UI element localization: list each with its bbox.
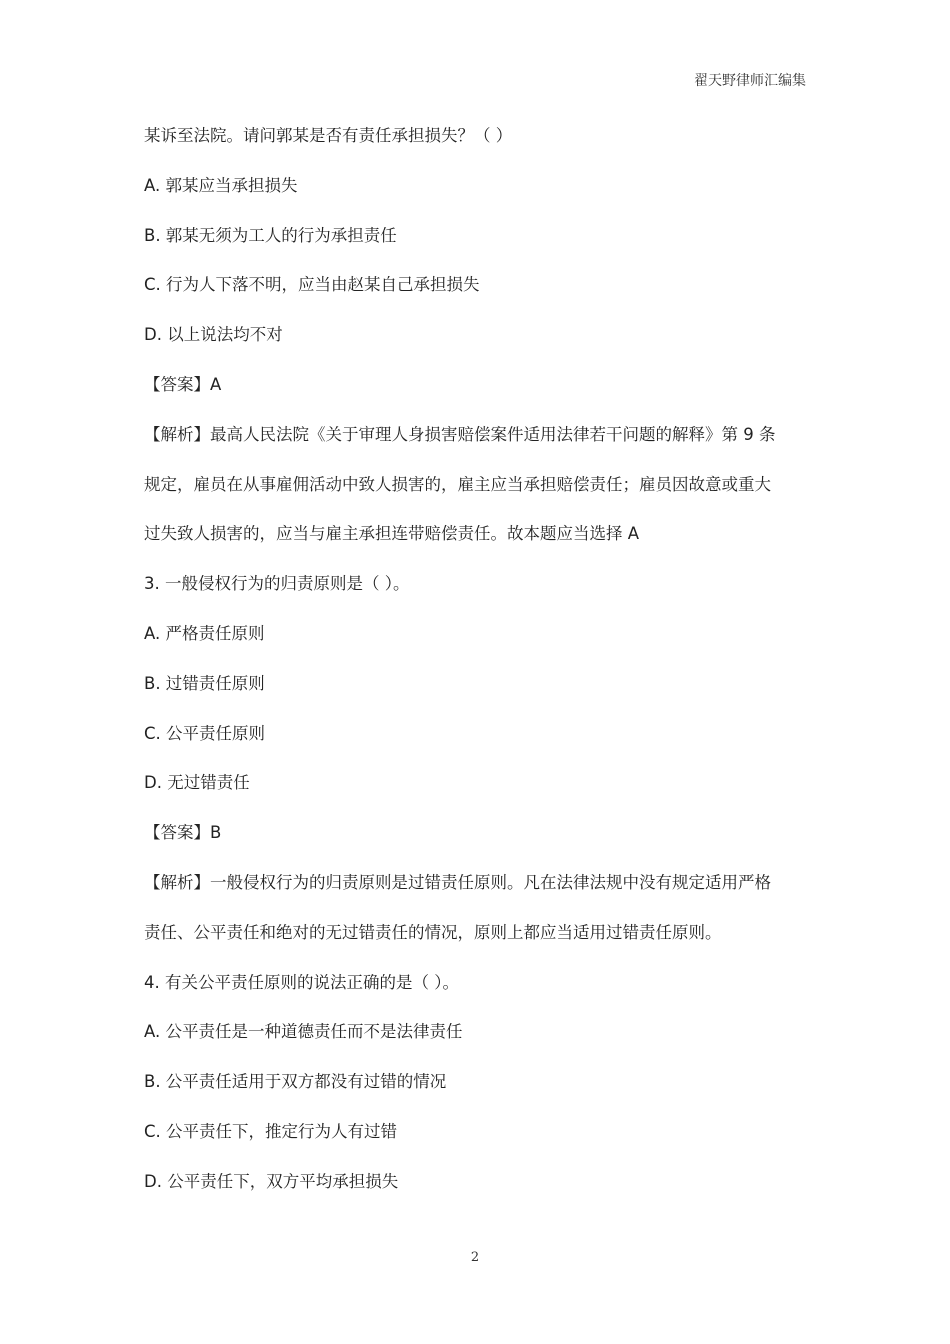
explanation-line: 【解析】最高人民法院《关于审理人身损害赔偿案件适用法律若干问题的解释》第 9 条 [144,424,776,444]
option-d: D. 以上说法均不对 [144,325,283,345]
answer: 【答案】A [144,374,222,394]
option-b: B. 郭某无须为工人的行为承担责任 [144,225,397,245]
question-3: 3. 一般侵权行为的归责原则是（ ）。 [144,574,410,594]
option-d: D. 无过错责任 [144,773,250,793]
explanation-line: 过失致人损害的，应当与雇主承担连带赔偿责任。故本题应当选择 A [144,524,640,544]
option-b: B. 过错责任原则 [144,673,265,693]
explanation-line: 【解析】一般侵权行为的归责原则是过错责任原则。凡在法律法规中没有规定适用严格 [144,872,771,892]
option-a: A. 公平责任是一种道德责任而不是法律责任 [144,1022,463,1042]
option-c: C. 公平责任原则 [144,723,266,743]
running-header: 翟天野律师汇编集 [694,73,806,89]
page-number: 2 [470,1250,480,1265]
option-a: A. 郭某应当承担损失 [144,175,298,195]
option-c: C. 行为人下落不明，应当由赵某自己承担损失 [144,275,480,295]
option-b: B. 公平责任适用于双方都没有过错的情况 [144,1072,447,1092]
explanation-line: 责任、公平责任和绝对的无过错责任的情况，原则上都应当适用过错责任原则。 [144,922,722,942]
question-continuation: 某诉至法院。请问郭某是否有责任承担损失？（ ） [144,126,513,145]
question-4: 4. 有关公平责任原则的说法正确的是（ ）。 [144,972,459,992]
answer: 【答案】B [144,823,222,843]
explanation-line: 规定，雇员在从事雇佣活动中致人损害的，雇主应当承担赔偿责任；雇员因故意或重大 [144,474,771,494]
document-body [144,118,810,1214]
option-d: D. 公平责任下，双方平均承担损失 [144,1171,399,1191]
option-a: A. 严格责任原则 [144,623,265,643]
option-c: C. 公平责任下，推定行为人有过错 [144,1121,398,1141]
